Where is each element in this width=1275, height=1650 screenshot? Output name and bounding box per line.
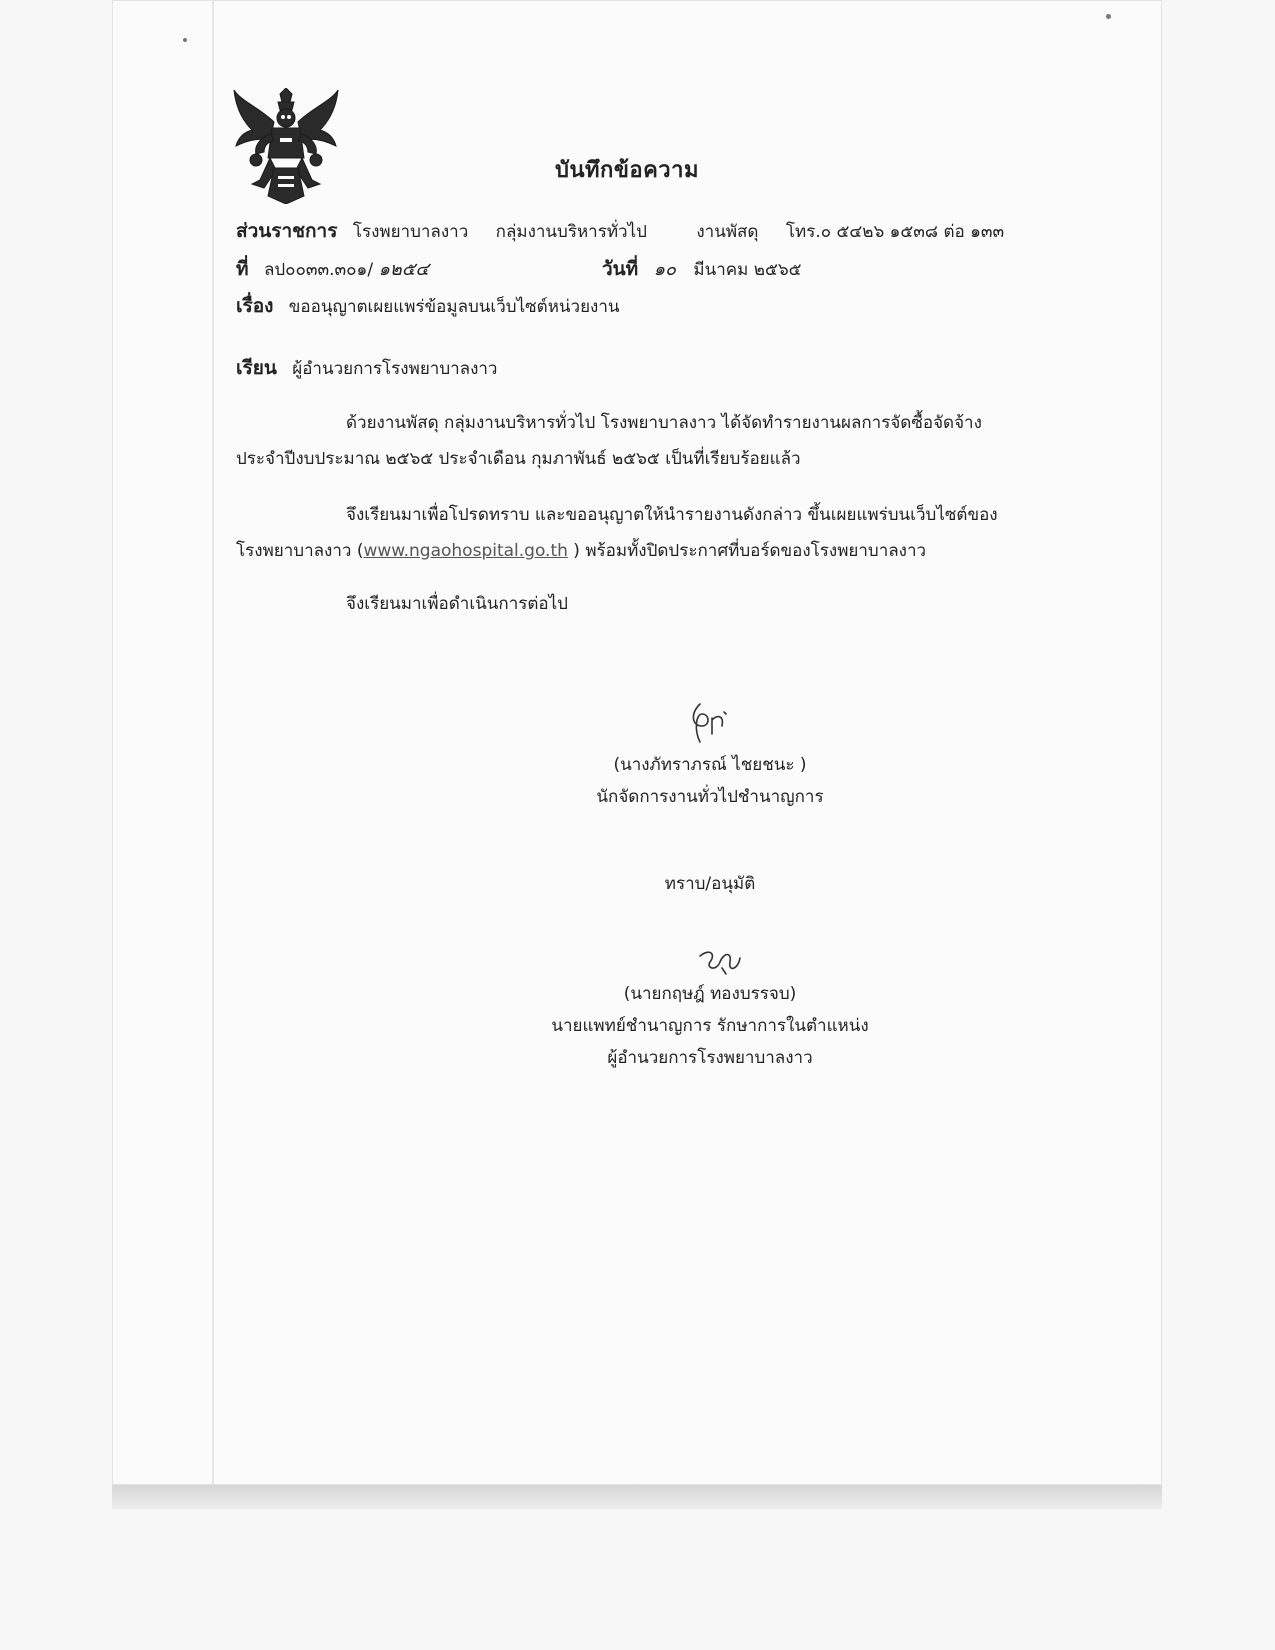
date-line xyxy=(602,254,802,284)
scan-speck xyxy=(1106,14,1111,19)
scan-speck xyxy=(183,38,187,42)
body-paragraph-2-line-2 xyxy=(236,537,926,564)
signer-2-position-2: ผู้อำนวยการโรงพยาบาลงาว xyxy=(607,1048,813,1068)
signature-2-icon xyxy=(696,946,744,980)
body-paragraph-2-line-1: จึงเรียนมาเพื่อโปรดทราบ และขออนุญาตให้นำรายงานดังกล่าว ขึ้นเผยแพร่บนเว็บไซต์ของ xyxy=(346,505,998,525)
addressee-line xyxy=(236,353,497,383)
date-value: มีนาคม ๒๕๖๕ xyxy=(693,260,802,280)
agency-group: กลุ่มงานบริหารทั่วไป xyxy=(495,222,647,242)
garuda-emblem-icon xyxy=(230,88,342,204)
agency-label: ส่วนราชการ xyxy=(236,220,338,242)
body-paragraph-1-line-2: ประจำปีงบประมาณ ๒๕๖๕ ประจำเดือน กุมภาพันธ์ ๒๕๖๕ เป็นที่เรียบร้อยแล้ว xyxy=(236,449,801,469)
paper-bottom-edge xyxy=(112,1485,1162,1509)
website-link[interactable]: www.ngaohospital.go.th xyxy=(363,541,568,561)
signature-1-icon xyxy=(688,700,732,746)
body-paragraph-2-end: ) พร้อมทั้งปิดประกาศที่บอร์ดของโรงพยาบาลงาว xyxy=(567,541,927,561)
reference-line xyxy=(236,254,429,284)
scan-fold-line xyxy=(212,0,214,1485)
date-handwritten: ๑๐ xyxy=(653,259,677,280)
agency-line xyxy=(236,216,1004,246)
addressee-value: ผู้อำนวยการโรงพยาบาลงาว xyxy=(292,359,498,379)
signer-1-position: นักจัดการงานทั่วไปชำนาญการ xyxy=(596,787,824,807)
signer-2-position: นายแพทย์ชำนาญการ รักษาการในตำแหน่ง xyxy=(551,1016,869,1036)
subject-value: ขออนุญาตเผยแพร่ข้อมูลบนเว็บไซต์หน่วยงาน xyxy=(288,297,620,317)
subject-line xyxy=(236,291,620,321)
body-paragraph-3: จึงเรียนมาเพื่อดำเนินการต่อไป xyxy=(346,594,568,614)
addressee-label: เรียน xyxy=(236,357,277,379)
body-paragraph-1-line-1: ด้วยงานพัสดุ กลุ่มงานบริหารทั่วไป โรงพยาบาลงาว ได้จัดทำรายงานผลการจัดซื้อจัดจ้าง xyxy=(346,413,982,433)
agency-phone: โทร.๐ ๕๔๒๖ ๑๕๓๘ ต่อ ๑๓๓ xyxy=(785,222,1005,242)
agency-unit: งานพัสดุ xyxy=(696,222,759,242)
reference-number: ลป๐๐๓๓.๓๐๑/ xyxy=(263,260,374,280)
page-title: บันทึกข้อความ xyxy=(555,158,700,183)
body-paragraph-2-start: โรงพยาบาลงาว ( xyxy=(236,541,364,561)
approval-label: ทราบ/อนุมัติ xyxy=(664,874,756,894)
agency-org: โรงพยาบาลงาว xyxy=(352,222,469,242)
date-label: วันที่ xyxy=(602,258,639,280)
reference-handwritten: ๑๒๕๔ xyxy=(378,259,430,280)
reference-label: ที่ xyxy=(236,258,249,280)
signer-1-name: (นางภัทราภรณ์ ไชยชนะ ) xyxy=(613,755,807,775)
signer-2-name: (นายกฤษฎ์ ทองบรรจบ) xyxy=(623,984,797,1004)
subject-label: เรื่อง xyxy=(236,295,274,317)
